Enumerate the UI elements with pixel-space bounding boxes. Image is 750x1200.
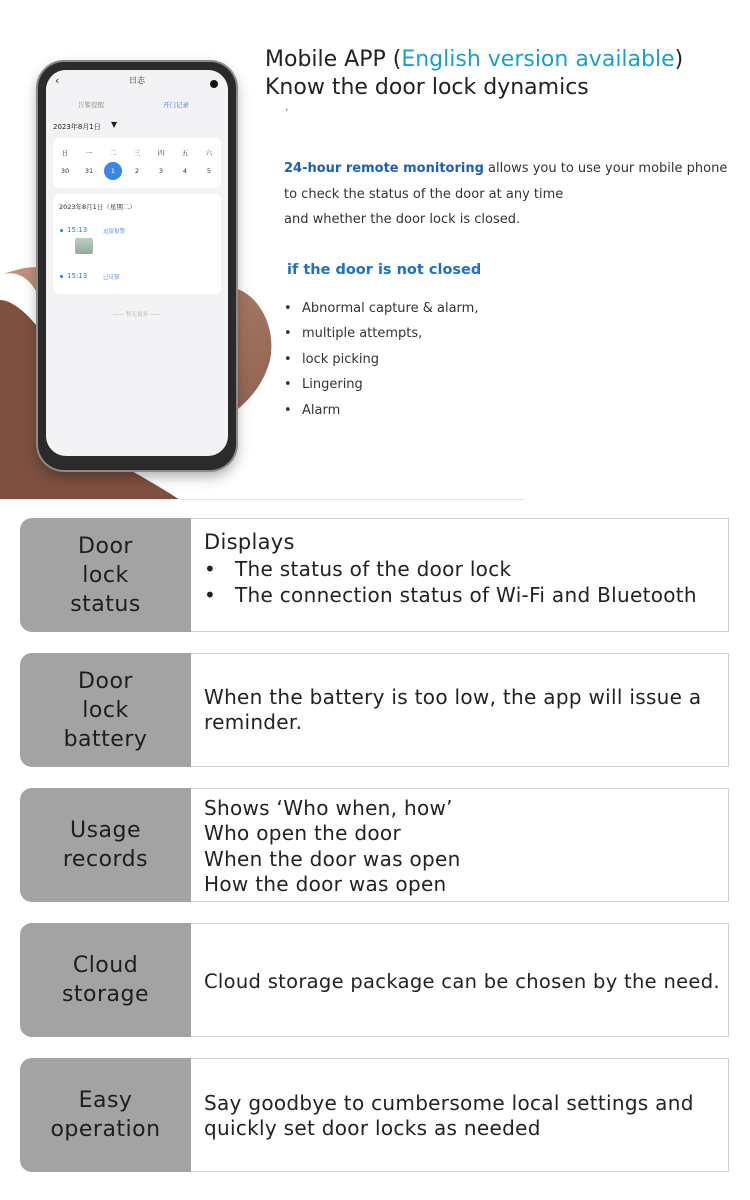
calendar-weekday: 五 (181, 149, 189, 157)
camera-icon (210, 80, 218, 88)
feature-body (191, 518, 729, 632)
app-header (46, 70, 228, 118)
list-item (284, 398, 478, 423)
feature-label: Easy operation (20, 1058, 191, 1172)
bullet-text: lock picking (302, 351, 380, 367)
calendar-day-selected: 1 (104, 162, 122, 180)
no-more-label: —— 暂无更多 —— (113, 312, 161, 318)
calendar-weekday: 一 (85, 149, 93, 157)
caret-down-icon: ▼ (111, 120, 118, 129)
feature-text: reminder. (204, 710, 303, 734)
calendar-weekday: 六 (205, 149, 213, 157)
timeline-dot-icon (60, 229, 63, 232)
calendar-day: 30 (60, 167, 70, 175)
feature-text: Who open the door (204, 821, 401, 845)
log-entry-time: 15:13 (67, 226, 88, 234)
calendar-day: 31 (84, 167, 94, 175)
feature-label: Usage records (20, 788, 191, 902)
sub-heading: if the door is not closed (287, 262, 482, 278)
tab-alerts: 告警提醒 (78, 101, 104, 109)
calendar-weekday: 四 (157, 149, 165, 157)
bullet-icon: • (204, 557, 217, 581)
bullet-text: multiple attempts, (302, 326, 423, 342)
phone-mockup (38, 62, 236, 470)
calendar-weekday: 二 (109, 149, 117, 157)
bullet-text: Lingering (302, 377, 363, 393)
feature-text: How the door was open (204, 872, 447, 896)
feature-body (191, 923, 729, 1037)
date-select: 2023年8月1日 (53, 123, 101, 131)
feature-text: Shows ‘Who when, how’ (204, 796, 453, 820)
feature-text: Displays (204, 530, 295, 554)
bullet-text: Alarm (302, 402, 341, 418)
desc-line3: and whether the door lock is closed. (284, 212, 521, 227)
title-accent: English version available (401, 47, 675, 72)
list-item (284, 321, 478, 346)
feature-body (191, 653, 729, 767)
hero-description (284, 156, 744, 233)
calendar-day: 4 (182, 167, 188, 175)
log-card (53, 194, 221, 294)
feature-label: Door lock battery (20, 653, 191, 767)
calendar-day: 3 (158, 167, 164, 175)
calendar-day: 2 (134, 167, 140, 175)
calendar-weekday: 三 (133, 149, 141, 157)
tab-records: 开门记录 (163, 101, 189, 109)
log-entry-tag: 已反锁 (103, 275, 120, 281)
capture-thumbnail (75, 238, 93, 254)
alert-bullets (284, 296, 478, 423)
feature-bullet-line (204, 583, 697, 609)
bullet-icon: • (284, 326, 292, 342)
feature-text: When the battery is too low, the app will issue a (204, 685, 702, 709)
log-date: 2023年8月1日（星期二） (59, 203, 136, 211)
title-prefix: Mobile APP ( (265, 47, 402, 72)
feature-label: Cloud storage (20, 923, 191, 1037)
feature-row-door-lock-battery (20, 653, 729, 767)
desc-line2: to check the status of the door at any time (284, 186, 564, 202)
timeline-dot-icon (60, 275, 63, 278)
bullet-icon: • (284, 377, 292, 393)
desc-highlight: 24-hour remote monitoring (284, 161, 484, 176)
hero-title (265, 46, 683, 102)
log-entry-tag: 逗留报警 (103, 229, 126, 235)
section-divider (0, 499, 525, 500)
feature-row-door-lock-status (20, 518, 729, 632)
feature-text: The connection status of Wi-Fi and Bluetooth (235, 583, 697, 607)
back-icon: ‹ (55, 74, 60, 87)
bullet-icon: • (204, 583, 217, 607)
bullet-icon: • (284, 351, 292, 367)
feature-body (191, 1058, 729, 1172)
bullet-icon: • (284, 402, 292, 418)
calendar-strip (53, 138, 221, 188)
feature-text: Say goodbye to cumbersome local settings and (204, 1091, 694, 1115)
list-item (284, 372, 478, 397)
feature-row-easy-operation (20, 1058, 729, 1172)
bullet-icon: • (284, 301, 292, 316)
feature-text: Cloud storage package can be chosen by the need. (204, 970, 720, 993)
bullet-text: Abnormal capture & alarm, (302, 301, 479, 316)
calendar-day: 5 (206, 167, 212, 175)
app-title: 日志 (129, 76, 145, 85)
feature-text: The status of the door lock (235, 557, 512, 581)
list-item (284, 296, 478, 321)
feature-bullet-line (204, 557, 511, 583)
feature-text: When the door was open (204, 847, 461, 871)
feature-row-cloud-storage (20, 923, 729, 1037)
calendar-weekday: 日 (61, 149, 69, 157)
feature-label: Door lock status (20, 518, 191, 632)
desc-rest: allows you to use your mobile phone (483, 161, 728, 176)
title-suffix: ) (674, 47, 684, 72)
feature-text: quickly set door locks as needed (204, 1116, 541, 1140)
list-item (284, 347, 478, 372)
title-line2: Know the door lock dynamics (265, 75, 589, 100)
feature-row-usage-records (20, 788, 729, 902)
log-entry-time: 15:13 (67, 272, 88, 280)
tick-mark: ʼ (285, 108, 289, 119)
phone-screen (46, 70, 228, 456)
feature-body (191, 788, 729, 902)
